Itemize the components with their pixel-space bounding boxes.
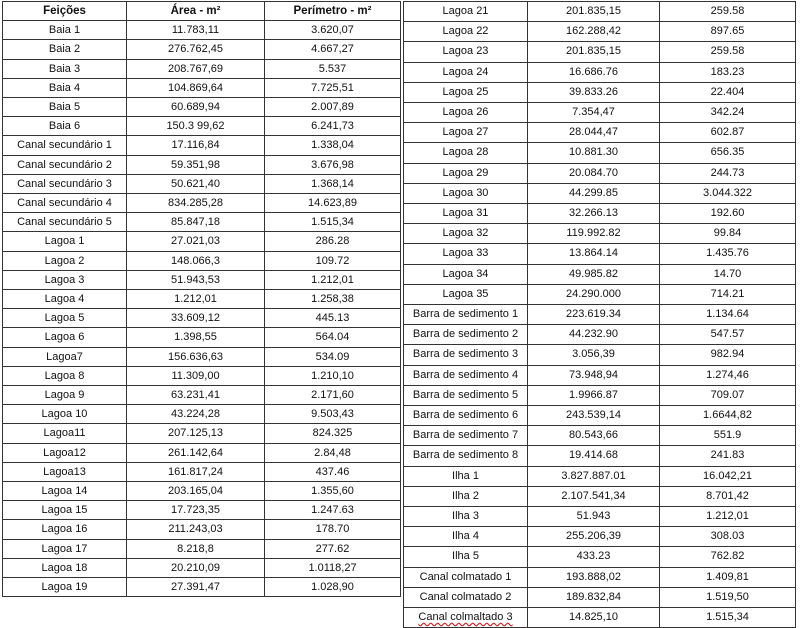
table-row (3, 520, 401, 539)
cell-perimetro: 824.325 (265, 424, 401, 443)
cell-area: 44.232.90 (528, 325, 660, 345)
header-area: Área - m² (127, 2, 265, 21)
table-row (404, 264, 796, 284)
table-row (3, 347, 401, 366)
cell-feicao: Canal secundário 5 (3, 213, 127, 232)
cell-feicao: Canal secundário 4 (3, 194, 127, 213)
cell-area: 189.832,84 (528, 587, 660, 607)
cell-feicao: Baia 1 (3, 21, 127, 40)
table-row (404, 305, 796, 325)
header-row (3, 2, 401, 21)
cell-perimetro: 259.58 (660, 42, 796, 62)
cell-feicao: Barra de sedimento 3 (404, 345, 528, 365)
cell-perimetro: 16.042,21 (660, 466, 796, 486)
cell-area: 223.619.34 (528, 305, 660, 325)
cell-perimetro: 9.503,43 (265, 405, 401, 424)
cell-feicao: Baia 3 (3, 59, 127, 78)
cell-perimetro: 178.70 (265, 520, 401, 539)
table-row (404, 345, 796, 365)
table-row (3, 174, 401, 193)
cell-feicao: Baia 2 (3, 40, 127, 59)
table-row (3, 40, 401, 59)
table-row (3, 21, 401, 40)
cell-feicao: Lagoa 3 (3, 270, 127, 289)
table-row (404, 183, 796, 203)
table-row (404, 325, 796, 345)
table-row (404, 42, 796, 62)
cell-feicao: Lagoa 19 (3, 578, 127, 597)
cell-perimetro: 5.537 (265, 59, 401, 78)
cell-area: 60.689,94 (127, 98, 265, 117)
table-row (404, 466, 796, 486)
cell-feicao: Canal colmatado 1 (404, 567, 528, 587)
table-row (3, 251, 401, 270)
cell-perimetro: 192.60 (660, 204, 796, 224)
cell-area: 16.686.76 (528, 62, 660, 82)
table-row (404, 527, 796, 547)
cell-feicao: Lagoa 22 (404, 22, 528, 42)
cell-feicao: Lagoa 27 (404, 123, 528, 143)
cell-feicao: Lagoa 31 (404, 204, 528, 224)
cell-perimetro: 1.210,10 (265, 366, 401, 385)
table-row (404, 486, 796, 506)
table-row (404, 62, 796, 82)
cell-perimetro: 1.435.76 (660, 244, 796, 264)
cell-area: 148.066,3 (127, 251, 265, 270)
cell-feicao: Canal secundário 3 (3, 174, 127, 193)
cell-area: 3.827.887.01 (528, 466, 660, 486)
table-row (3, 270, 401, 289)
header-feicoes: Feições (3, 2, 127, 21)
table-row (404, 82, 796, 102)
cell-feicao: Canal secundário 1 (3, 136, 127, 155)
cell-feicao: Lagoa 18 (3, 558, 127, 577)
cell-perimetro: 3.676,98 (265, 155, 401, 174)
table-row (3, 59, 401, 78)
cell-perimetro: 1.134.64 (660, 305, 796, 325)
cell-area: 104.869,64 (127, 78, 265, 97)
cell-perimetro: 602.87 (660, 123, 796, 143)
cell-area: 33.609,12 (127, 309, 265, 328)
cell-area: 20.084.70 (528, 163, 660, 183)
cell-area: 17.116,84 (127, 136, 265, 155)
cell-feicao: Canal secundário 2 (3, 155, 127, 174)
cell-perimetro: 1.515,34 (660, 608, 796, 628)
right-table-body (404, 2, 796, 628)
cell-area: 80.543,66 (528, 426, 660, 446)
cell-area: 2.107.541,34 (528, 486, 660, 506)
cell-area: 28.044,47 (528, 123, 660, 143)
cell-perimetro: 259.58 (660, 2, 796, 22)
cell-feicao: Lagoa 1 (3, 232, 127, 251)
cell-area: 44.299.85 (528, 183, 660, 203)
cell-feicao: Lagoa 5 (3, 309, 127, 328)
cell-feicao: Ilha 1 (404, 466, 528, 486)
cell-feicao: Lagoa 30 (404, 183, 528, 203)
cell-area: 59.351,98 (127, 155, 265, 174)
table-row (404, 284, 796, 304)
cell-area: 27.021,03 (127, 232, 265, 251)
cell-perimetro: 1.028,90 (265, 578, 401, 597)
cell-perimetro: 709.07 (660, 385, 796, 405)
cell-area: 150.3 99,62 (127, 117, 265, 136)
cell-feicao: Lagoa11 (3, 424, 127, 443)
table-row (404, 365, 796, 385)
cell-feicao: Lagoa 34 (404, 264, 528, 284)
cell-perimetro: 1.0118,27 (265, 558, 401, 577)
cell-area: 14.825,10 (528, 608, 660, 628)
cell-perimetro: 2.84,48 (265, 443, 401, 462)
cell-perimetro: 3.620,07 (265, 21, 401, 40)
table-row (404, 224, 796, 244)
cell-feicao: Lagoa 14 (3, 482, 127, 501)
cell-feicao: Barra de sedimento 6 (404, 406, 528, 426)
cell-perimetro: 1.368,14 (265, 174, 401, 193)
cell-area: 20.210,09 (127, 558, 265, 577)
cell-feicao: Barra de sedimento 8 (404, 446, 528, 466)
table-row (3, 213, 401, 232)
cell-perimetro: 1.355,60 (265, 482, 401, 501)
cell-area: 32.266.13 (528, 204, 660, 224)
cell-perimetro: 1.519,50 (660, 587, 796, 607)
cell-feicao: Barra de sedimento 4 (404, 365, 528, 385)
table-row (404, 123, 796, 143)
table-row (3, 482, 401, 501)
cell-perimetro: 277.62 (265, 539, 401, 558)
cell-perimetro: 445.13 (265, 309, 401, 328)
cell-perimetro: 342.24 (660, 103, 796, 123)
table-row (404, 547, 796, 567)
cell-area: 201.835,15 (528, 2, 660, 22)
cell-area: 27.391,47 (127, 578, 265, 597)
cell-perimetro: 564.04 (265, 328, 401, 347)
cell-perimetro: 534.09 (265, 347, 401, 366)
cell-perimetro: 241.83 (660, 446, 796, 466)
cell-perimetro: 1.247.63 (265, 501, 401, 520)
cell-area: 433.23 (528, 547, 660, 567)
cell-feicao: Barra de sedimento 5 (404, 385, 528, 405)
table-row (3, 117, 401, 136)
cell-perimetro: 982.94 (660, 345, 796, 365)
cell-area: 51.943 (528, 507, 660, 527)
cell-area: 39.833.26 (528, 82, 660, 102)
cell-perimetro: 22.404 (660, 82, 796, 102)
cell-area: 63.231,41 (127, 386, 265, 405)
cell-feicao: Lagoa 9 (3, 386, 127, 405)
cell-feicao: Ilha 4 (404, 527, 528, 547)
cell-area: 162.288,42 (528, 22, 660, 42)
cell-feicao: Lagoa 25 (404, 82, 528, 102)
cell-perimetro: 551.9 (660, 426, 796, 446)
cell-area: 255.206,39 (528, 527, 660, 547)
cell-area: 261.142,64 (127, 443, 265, 462)
table-row (3, 578, 401, 597)
table-row (3, 98, 401, 117)
cell-feicao: Lagoa 6 (3, 328, 127, 347)
cell-area: 17.723,35 (127, 501, 265, 520)
table-row (404, 446, 796, 466)
cell-feicao: Lagoa7 (3, 347, 127, 366)
cell-feicao: Lagoa 2 (3, 251, 127, 270)
table-row (404, 406, 796, 426)
table-row (3, 558, 401, 577)
cell-perimetro: 7.725,51 (265, 78, 401, 97)
cell-feicao: Lagoa 29 (404, 163, 528, 183)
cell-feicao: Baia 5 (3, 98, 127, 117)
cell-area: 11.309,00 (127, 366, 265, 385)
cell-area: 207.125,13 (127, 424, 265, 443)
table-row (3, 78, 401, 97)
cell-perimetro: 1.338,04 (265, 136, 401, 155)
cell-feicao: Barra de sedimento 2 (404, 325, 528, 345)
cell-perimetro: 1.6644,82 (660, 406, 796, 426)
table-row (3, 443, 401, 462)
cell-feicao: Barra de sedimento 7 (404, 426, 528, 446)
cell-perimetro: 2.007,89 (265, 98, 401, 117)
cell-area: 10.881.30 (528, 143, 660, 163)
cell-area: 19.414.68 (528, 446, 660, 466)
cell-perimetro: 14.70 (660, 264, 796, 284)
cell-perimetro: 1.515,34 (265, 213, 401, 232)
cell-perimetro: 437.46 (265, 462, 401, 481)
table-row (404, 507, 796, 527)
cell-area: 73.948,94 (528, 365, 660, 385)
cell-area: 11.783,11 (127, 21, 265, 40)
cell-area: 156.636,63 (127, 347, 265, 366)
cell-area: 24.290.000 (528, 284, 660, 304)
cell-feicao: Lagoa 33 (404, 244, 528, 264)
cell-perimetro: 4.667,27 (265, 40, 401, 59)
cell-feicao: Lagoa 32 (404, 224, 528, 244)
table-row (404, 163, 796, 183)
table-row (404, 385, 796, 405)
cell-area: 13.864.14 (528, 244, 660, 264)
cell-perimetro: 244.73 (660, 163, 796, 183)
cell-feicao: Lagoa 26 (404, 103, 528, 123)
cell-perimetro: 2.171,60 (265, 386, 401, 405)
cell-perimetro: 656.35 (660, 143, 796, 163)
cell-feicao: Ilha 5 (404, 547, 528, 567)
table-row (3, 194, 401, 213)
cell-perimetro: 1.409,81 (660, 567, 796, 587)
cell-area: 208.767,69 (127, 59, 265, 78)
table-row (3, 501, 401, 520)
cell-perimetro: 286.28 (265, 232, 401, 251)
cell-perimetro: 308.03 (660, 527, 796, 547)
cell-area: 834.285,28 (127, 194, 265, 213)
cell-perimetro: 109.72 (265, 251, 401, 270)
cell-area: 243.539,14 (528, 406, 660, 426)
cell-area: 7.354,47 (528, 103, 660, 123)
table-row (404, 587, 796, 607)
table-row (3, 405, 401, 424)
cell-feicao: Lagoa 21 (404, 2, 528, 22)
table-row (404, 22, 796, 42)
cell-feicao: Canal colmaltado 3 (404, 608, 528, 628)
table-row (3, 424, 401, 443)
cell-feicao: Baia 4 (3, 78, 127, 97)
table-row (404, 103, 796, 123)
cell-perimetro: 6.241,73 (265, 117, 401, 136)
cell-perimetro: 897.65 (660, 22, 796, 42)
cell-perimetro: 8.701,42 (660, 486, 796, 506)
cell-perimetro: 14.623,89 (265, 194, 401, 213)
cell-area: 1.398,55 (127, 328, 265, 347)
left-table (2, 1, 401, 597)
table-row (3, 290, 401, 309)
table-row (3, 232, 401, 251)
table-row (404, 2, 796, 22)
cell-perimetro: 547.57 (660, 325, 796, 345)
cell-feicao: Lagoa 15 (3, 501, 127, 520)
cell-feicao: Lagoa 10 (3, 405, 127, 424)
cell-feicao: Lagoa 17 (3, 539, 127, 558)
cell-feicao: Baia 6 (3, 117, 127, 136)
cell-perimetro: 1.274,46 (660, 365, 796, 385)
cell-feicao: Lagoa 16 (3, 520, 127, 539)
table-row (3, 386, 401, 405)
cell-perimetro: 1.212,01 (265, 270, 401, 289)
cell-perimetro: 1.212,01 (660, 507, 796, 527)
cell-area: 276.762,45 (127, 40, 265, 59)
cell-area: 8.218,8 (127, 539, 265, 558)
table-row (3, 539, 401, 558)
right-table (403, 1, 796, 628)
cell-perimetro: 1.258,38 (265, 290, 401, 309)
table-row (3, 462, 401, 481)
cell-area: 85.847,18 (127, 213, 265, 232)
cell-perimetro: 183.23 (660, 62, 796, 82)
cell-area: 203.165,04 (127, 482, 265, 501)
cell-perimetro: 714.21 (660, 284, 796, 304)
table-row (3, 155, 401, 174)
cell-perimetro: 99.84 (660, 224, 796, 244)
cell-feicao: Lagoa 35 (404, 284, 528, 304)
cell-perimetro: 762.82 (660, 547, 796, 567)
cell-area: 211.243,03 (127, 520, 265, 539)
table-row (404, 567, 796, 587)
table-row (3, 366, 401, 385)
table-row (404, 426, 796, 446)
table-row (404, 608, 796, 628)
cell-area: 161.817,24 (127, 462, 265, 481)
cell-area: 49.985.82 (528, 264, 660, 284)
cell-area: 50.621,40 (127, 174, 265, 193)
cell-area: 193.888,02 (528, 567, 660, 587)
cell-area: 1.9966.87 (528, 385, 660, 405)
cell-feicao: Ilha 2 (404, 486, 528, 506)
left-table-body (3, 21, 401, 597)
table-row (404, 244, 796, 264)
header-perimetro: Perímetro - m² (265, 2, 401, 21)
cell-feicao: Lagoa13 (3, 462, 127, 481)
cell-perimetro: 3.044.322 (660, 183, 796, 203)
cell-area: 1.212,01 (127, 290, 265, 309)
cell-feicao: Lagoa12 (3, 443, 127, 462)
cell-area: 51.943,53 (127, 270, 265, 289)
cell-area: 43.224,28 (127, 405, 265, 424)
cell-area: 3.056,39 (528, 345, 660, 365)
cell-feicao: Lagoa 8 (3, 366, 127, 385)
table-row (3, 136, 401, 155)
table-row (3, 309, 401, 328)
cell-area: 201.835,15 (528, 42, 660, 62)
table-row (404, 204, 796, 224)
cell-feicao: Ilha 3 (404, 507, 528, 527)
cell-feicao: Lagoa 4 (3, 290, 127, 309)
table-row (3, 328, 401, 347)
cell-area: 119.992.82 (528, 224, 660, 244)
cell-feicao: Barra de sedimento 1 (404, 305, 528, 325)
cell-feicao: Lagoa 24 (404, 62, 528, 82)
cell-feicao: Canal colmatado 2 (404, 587, 528, 607)
table-row (404, 143, 796, 163)
cell-feicao: Lagoa 23 (404, 42, 528, 62)
cell-feicao: Lagoa 28 (404, 143, 528, 163)
